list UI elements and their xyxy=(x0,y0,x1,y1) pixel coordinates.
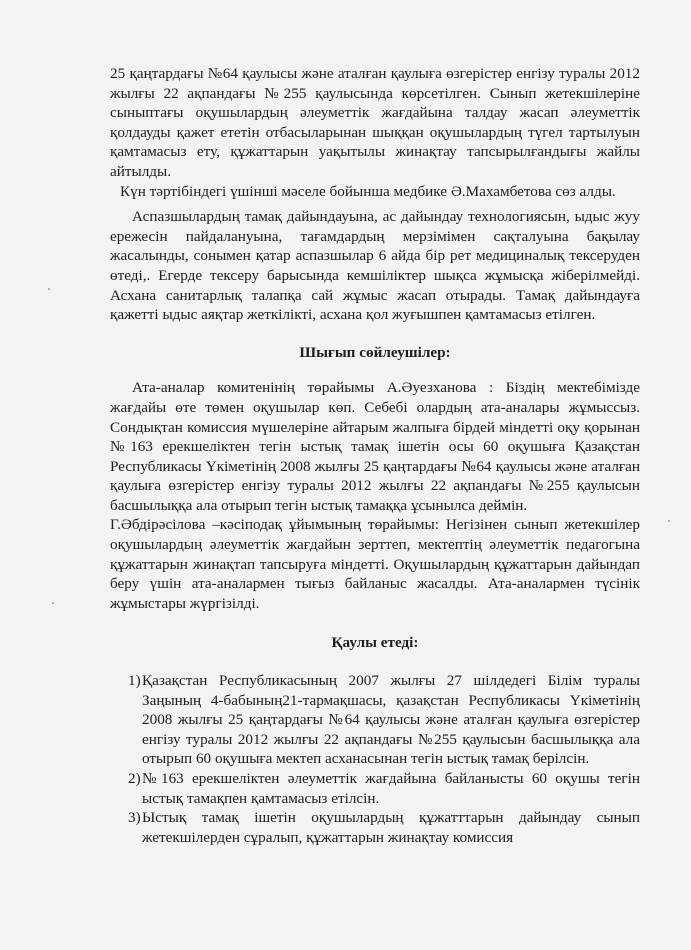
list-item xyxy=(110,808,640,847)
scan-speck xyxy=(48,288,50,290)
list-item-text: №163 ерекшеліктен әлеуметтік жағдайына байланысты 60 оқушы тегін ыстық тамақпен қамтамасыз етілсін. xyxy=(142,770,640,807)
list-item-text: Қазақстан Республикасының 2007 жылғы 27 шілдедегі Білім туралы Заңының 4-бабының21-тармақшасы, қазақстан Республикасы Үкіметінің 2008 жылғы 25 қаңтардағы №64 қаулысы және аталған қаулыға өзгерістер енгізу туралы 2012 жылғы 22 ақпандағы №255 қаулысын басшылыққа ала отырып 60 оқушыға мектеп асханасынан тегін ыстық тамақ берілсін. xyxy=(142,672,640,768)
paragraph: Аспазшылардың тамақ дайындауына, ас дайындау технологиясын, ыдыс жуу ережесін пайдалануына, тағамдардың мерзімімен сақталуына бақылау жасалынды, сонымен қатар аспазшылар 6 айда бір рет медициналық тексеруден өтеді,. Егерде тексеру барысында кемшіліктер шықса жұмысқа жіберілмейді. Асхана санитарлық талапқа сай жұмыс жасап отырады. Тамақ дайындауға қажетті ыдыс аяқтар жеткілікті, асхана қол жуғышпен қамтамасыз етілген. xyxy=(110,208,640,324)
scan-speck xyxy=(52,602,54,604)
list-item-text: Ыстық тамақ ішетін оқушылардың құжатттарын дайындау сынып жетекшілерден сұралып, құжаттарын жинақтау комиссия xyxy=(142,809,640,846)
list-item-number: 1) xyxy=(128,672,141,690)
paragraph: Күн тәртібіндегі үшінші мәселе бойынша медбике Ә.Махамбетова сөз алды. xyxy=(120,182,616,200)
list-item-number: 2) xyxy=(128,770,141,787)
paragraph: Г.Әбдірәсілова –кәсіподақ ұйымының төрайымы: Негізінен сынып жетекшілер оқушылардың әлеуметтік жағдайын зерттеп, мектептің әлеуметтік педагогына құжаттарын жинақтап тапсыруға міндетті. Оқушылардың құжаттарын дайындап беру үшін ата-аналармен тығыз байланыс жасалды. Ата-аналармен түсінік жұмыстары жүргізілді. xyxy=(110,516,640,612)
paragraph: Ата-аналар комитенінің төрайымы А.Әуезханова : Біздің мектебімізде жағдайы өте төмен оқушылар көп. Себебі олардың ата-аналары жұмыссыз. Сондықтан комиссия мүшелеріне айтарым жалпыға бірдей міндетті оқу қорынан №163 ерекшеліктен тегін ыстық тамақ ішетін осы 60 оқушыға Қазақстан Республикасы Үкіметінің 2008 жылғы 25 қаңтардағы №64 қаулысы және аталған қаулыға өзгерістер енгізу туралы 2012 жылғы 22 ақпандағы №255 қаулысын басшылыққа ала отырып тегін ыстық тамаққа ұсынылса деймін. xyxy=(110,379,640,514)
resolution-list xyxy=(110,671,640,847)
list-item xyxy=(110,671,640,769)
document-body xyxy=(110,64,640,847)
list-item-number: 3) xyxy=(128,809,141,827)
list-item xyxy=(110,769,640,808)
section-heading-speakers: Шығып сөйлеушілер: xyxy=(299,343,451,361)
scan-speck xyxy=(668,520,670,522)
section-heading-resolution: Қаулы етеді: xyxy=(331,634,419,652)
paragraph: 25 қаңтардағы №64 қаулысы және аталған қаулыға өзгерістер енгізу туралы 2012 жылғы 22 ақпандағы №255 қаулысында көрсетілген. Сынып жетекшілеріне сыныптағы оқушылардың әлеуметтік жағдайына талдау жасап әлеуметтік қолдауды қажет ететін отбасыларынан шыққан оқушылардың түгел тартылуын қамтамасыз ету, құжаттарын уақытылы жинақтау тапсырылғандығы жайлы айтылды. xyxy=(110,65,640,180)
